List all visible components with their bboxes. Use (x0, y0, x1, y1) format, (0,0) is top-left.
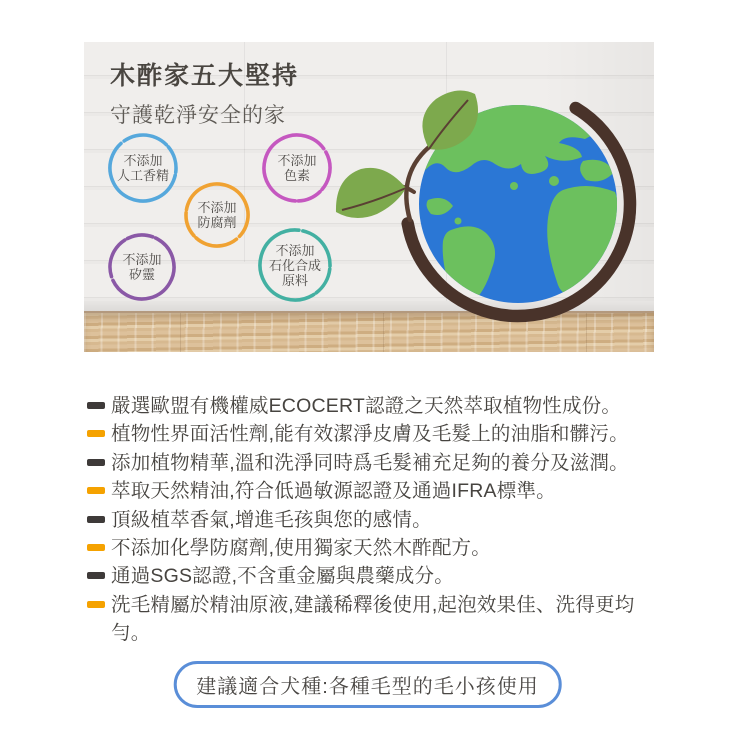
badge-label: 不添加 色素 (277, 153, 317, 183)
banner-subtitle: 守護乾淨安全的家 (110, 104, 286, 127)
badge-no-preservatives (183, 181, 251, 249)
badge-label: 不添加 石化合成 原料 (268, 242, 321, 288)
bullet-dash-icon (87, 572, 105, 579)
badge-no-petrochemical-material (257, 227, 333, 303)
bullet-dash-icon (87, 516, 105, 523)
bullet-dash-icon (87, 402, 105, 409)
badge-label: 不添加 人工香精 (116, 153, 169, 183)
feature-list (87, 392, 653, 648)
feature-item (87, 449, 653, 477)
badge-no-colorants (261, 132, 333, 204)
feature-text: 頂級植萃香氣,增進毛孩與您的感情。 (111, 508, 432, 531)
feature-item (87, 534, 653, 562)
badge-no-silicone (107, 232, 177, 302)
feature-item (87, 477, 653, 505)
feature-text: 不添加化學防腐劑,使用獨家天然木酢配方。 (111, 537, 491, 560)
feature-text: 添加植物精華,溫和洗淨同時爲毛髮補充足夠的養分及滋潤。 (111, 451, 629, 474)
bullet-dash-icon (87, 544, 105, 551)
feature-item (87, 562, 653, 590)
feature-item (87, 506, 653, 534)
feature-text: 洗毛精屬於精油原液,建議稀釋後使用,起泡效果佳、洗得更均勻。 (111, 593, 635, 645)
recommended-breeds-pill: 建議適合犬種:各種毛型的毛小孩使用 (173, 661, 562, 708)
bullet-dash-icon (87, 459, 105, 466)
feature-text: 通過SGS認證,不含重金屬與農藥成分。 (111, 565, 454, 588)
badge-no-artificial-fragrance (107, 132, 179, 204)
badge-label: 不添加 防腐劑 (197, 200, 237, 230)
feature-item (87, 420, 653, 448)
bullet-dash-icon (87, 430, 105, 437)
feature-item (87, 392, 653, 420)
banner-heading (110, 56, 299, 129)
badge-label: 不添加 矽靈 (122, 252, 162, 282)
feature-text: 萃取天然精油,符合低過敏源認證及通過IFRA標準。 (111, 480, 556, 503)
bullet-dash-icon (87, 487, 105, 494)
banner-title: 木酢家五大堅持 (110, 62, 300, 90)
feature-text: 植物性界面活性劑,能有效潔淨皮膚及毛髮上的油脂和髒污。 (111, 423, 629, 446)
hero-banner (84, 42, 654, 352)
feature-item (87, 591, 653, 648)
bullet-dash-icon (87, 601, 105, 608)
feature-text: 嚴選歐盟有機權威ECOCERT認證之天然萃取植物性成份。 (111, 395, 622, 417)
